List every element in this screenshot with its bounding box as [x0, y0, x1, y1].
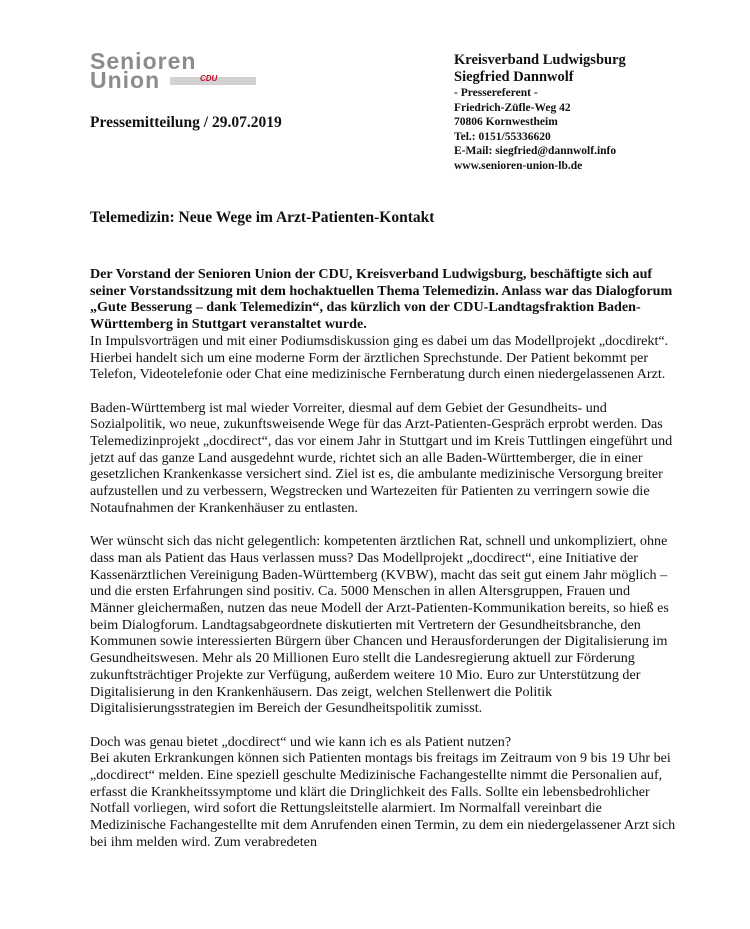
- press-release-heading: Pressemitteilung / 29.07.2019: [90, 114, 282, 131]
- contact-website: www.senioren-union-lb.de: [454, 159, 583, 172]
- paragraph-3: Wer wünscht sich das nicht gelegentlich: kompetenten ärztlichen Rat, schnell und unkompliziert, ohne dass man als Patient das Haus verlassen muss? Das Modellprojekt „docdirect“, eine Initiative der Kassenärztlichen Vereinigung Baden-Württemberg (KVBW), macht das seit gut einem Jahr möglich – und die ersten Erfahrungen sind positiv. Ca. 5000 Menschen in allen Altersgruppen, Frauen und Männer gleichermaßen, nutzen das neue Modell der Arzt-Patienten-Kommunikation bereits, so hieß es beim Dialogforum. Landtagsabgeordnete diskutierten mit Vertretern der Gesundheitsbranche, den Kommunen sowie interessierten Bürgern über Chancen und Herausforderungen der Digitalisierung im Gesundheitswesen. Mehr als 20 Millionen Euro stellt die Landesregierung aktuell zur Förderung zukunftsträchtiger Projekte zur Verfügung, außerdem weitere 10 Mio. Euro zur Unterstützung der Digitalisierung in den Krankenhäusern. Das zeigt, welchen Stellenwert die Politik Digitalisierungsstrategien im Bereich der Gesundheitspolitik zumisst.: [90, 533, 669, 717]
- paragraph-1: In Impulsvorträgen und mit einer Podiumsdiskussion ging es dabei um das Modellprojekt „docdirekt“. Hierbei handelt sich um eine moderne Form der ärztlichen Sprechstunde. Der Patient bekommt per Telefon, Videotelefonie oder Chat eine medizinische Fernberatung durch einen niedergelassenen Arzt.: [90, 332, 669, 383]
- contact-name: Siegfried Dannwolf: [454, 69, 574, 85]
- contact-city: 70806 Kornwestheim: [454, 116, 558, 128]
- contact-email: E-Mail: siegfried@dannwolf.info: [454, 145, 617, 157]
- paragraph-2: Baden-Württemberg ist mal wieder Vorreiter, diesmal auf dem Gebiet der Gesundheits- und Sozialpolitik, wo neue, zukunftsweisende Wege für das Arzt-Patienten-Gespräch erprobt werden. Das Telemedizinprojekt „docdirect“, das vor einem Jahr in Stuttgart und im Kreis Tuttlingen eingeführt und jetzt auf das ganze Land ausgedehnt wurde, richtet sich an alle Baden-Württemberger, die in einer gesetzlichen Krankenkasse versichert sind. Ziel ist es, die ambulante medizinische Versorgung breiter aufzustellen und zu verbessern, Wegstrecken und Wartezeiten für Patienten zu verringern sowie die Notaufnahmen der Krankenhäuser zu entlasten.: [90, 399, 673, 516]
- contact-phone: Tel.: 0151/55336620: [454, 130, 551, 143]
- senioren-union-logo: [90, 50, 260, 92]
- contact-block: [454, 52, 744, 173]
- article-body: [90, 266, 676, 851]
- logo-line-senioren: Senioren: [90, 48, 197, 74]
- paragraph-4-question: Doch was genau bietet „docdirect“ und wie kann ich es als Patient nutzen?: [90, 733, 512, 750]
- contact-org: Kreisverband Ludwigsburg: [454, 52, 626, 68]
- paragraph-4-answer: Bei akuten Erkrankungen können sich Patienten montags bis freitags im Zeitraum von 9 bis 19 Uhr bei „docdirect“ melden. Eine speziell geschulte Medizinische Fachangestellte nimmt die Personalien auf, erfasst die Krankheitssymptome und klärt die Dringlichkeit des Falls. Sollte ein lebensbedrohlicher Notfall vorliegen, wird sofort die Rettungsleitstelle alarmiert. Im Normalfall vereinbart die Medizinische Fachangestellte mit dem Anrufenden einen Termin, zu dem ein niedergelassener Arzt sich bei ihm melden wird. Zum verabredeten: [90, 750, 676, 850]
- logo-line-union: Union: [90, 67, 161, 93]
- contact-role: - Pressereferent -: [454, 87, 538, 99]
- logo-cdu-mark: CDU: [200, 74, 218, 83]
- contact-street: Friedrich-Züfle-Weg 42: [454, 101, 571, 114]
- article-title: Telemedizin: Neue Wege im Arzt-Patienten-Kontakt: [90, 209, 435, 226]
- lead-paragraph: Der Vorstand der Senioren Union der CDU, Kreisverband Ludwigsburg, beschäftigte sich auf seiner Vorstandssitzung mit dem hochaktuellen Thema Telemedizin. Anlass war das Dialogforum „Gute Besserung – dank Telemedizin“, das kürzlich von der CDU-Landtagsfraktion Baden-Württemberg in Stuttgart veranstaltet wurde.: [90, 266, 673, 333]
